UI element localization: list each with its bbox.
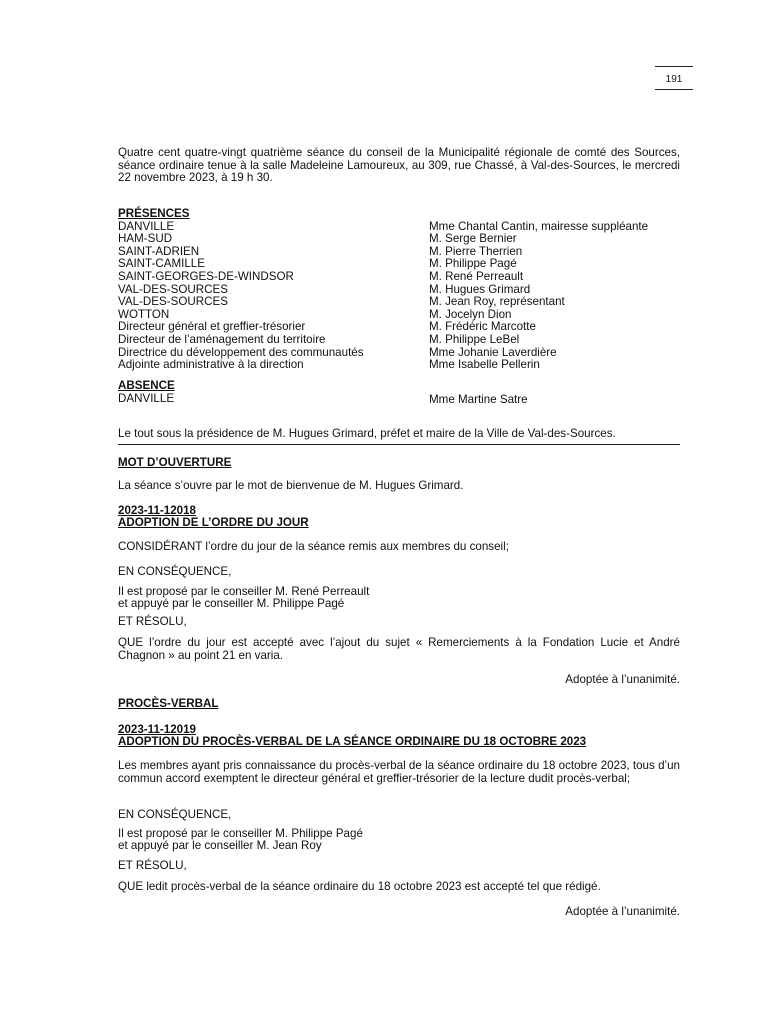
presences-heading: PRÉSENCES: [118, 207, 190, 220]
presences-section: [118, 208, 680, 372]
presence-role: Directeur de l’aménagement du territoire: [118, 332, 326, 346]
presidence-statement: Le tout sous la présidence de M. Hugues Grimard, préfet et maire de la Ville de Val-des-Sources.: [118, 428, 680, 445]
resolution-1-consequence: EN CONSÉQUENCE,: [118, 565, 232, 578]
absence-section: [118, 380, 680, 405]
proces-verbal-heading: PROCÈS-VERBAL: [118, 697, 219, 710]
resolution-2-adoptee: Adoptée à l’unanimité.: [565, 905, 680, 918]
presence-role: Directeur général et greffier-trésorier: [118, 320, 306, 334]
presence-role: Directrice du développement des communautés: [118, 345, 364, 359]
presence-member: M. Philippe LeBel: [429, 332, 520, 346]
absence-row: [118, 393, 680, 406]
resolution-2-appuye: et appuyé par le conseiller M. Jean Roy: [118, 839, 322, 852]
presence-role: Adjointe administrative à la direction: [118, 358, 304, 372]
resolution-1-appuye: et appuyé par le conseiller M. Philippe Pagé: [118, 597, 345, 610]
presence-role: WOTTON: [118, 307, 170, 321]
presence-role: SAINT-ADRIEN: [118, 244, 200, 258]
resolution-2-que: QUE ledit procès-verbal de la séance ordinaire du 18 octobre 2023 est accepté tel que rédigé.: [118, 880, 601, 893]
resolution-title-1: ADOPTION DE L’ORDRE DU JOUR: [118, 516, 309, 529]
resolution-1-adoptee: Adoptée à l’unanimité.: [565, 673, 680, 686]
presence-row: [118, 296, 680, 309]
absence-member: Mme Martine Satre: [429, 392, 528, 406]
presence-member: Mme Johanie Laverdière: [429, 345, 557, 359]
presence-row: [118, 233, 680, 246]
resolution-1-considerant: CONSIDÉRANT l’ordre du jour de la séance remis aux membres du conseil;: [118, 540, 509, 553]
presence-member: Mme Isabelle Pellerin: [429, 358, 540, 372]
presence-row: [118, 334, 680, 347]
page-number: 191: [655, 66, 693, 90]
resolution-2-consequence: EN CONSÉQUENCE,: [118, 808, 232, 821]
ouverture-text: La séance s’ouvre par le mot de bienvenue de M. Hugues Grimard.: [118, 479, 464, 492]
presence-row: [118, 271, 680, 284]
resolution-1-propose: Il est proposé par le conseiller M. René Perreault: [118, 585, 370, 598]
presence-member: M. René Perreault: [429, 269, 524, 283]
resolution-title-2: ADOPTION DU PROCÈS-VERBAL DE LA SÉANCE ORDINAIRE DU 18 OCTOBRE 2023: [118, 735, 587, 748]
resolution-2-resolu: ET RÉSOLU,: [118, 859, 187, 872]
presences-list: [118, 221, 680, 372]
presence-role: VAL-DES-SOURCES: [118, 282, 228, 296]
resolution-2-propose: Il est proposé par le conseiller M. Philippe Pagé: [118, 827, 363, 840]
presence-member: M. Hugues Grimard: [429, 282, 531, 296]
presence-member: M. Serge Bernier: [429, 232, 517, 246]
presence-member: M. Jean Roy, représentant: [429, 295, 565, 309]
intro-paragraph: Quatre cent quatre-vingt quatrième séance du conseil de la Municipalité régionale de comté des Sources, séance ordinaire tenue à la salle Madeleine Lamoureux, au 309, rue Chassé, à Val-des-Sources, le mercredi 22 novembre 2023, à 19 h 30.: [118, 146, 680, 185]
presence-row: [118, 359, 680, 372]
presence-member: M. Pierre Therrien: [429, 244, 523, 258]
resolution-1-que: QUE l’ordre du jour est accepté avec l’ajout du sujet « Remerciements à la Fondation Lucie et André Chagnon » au point 21 en varia.: [118, 636, 680, 662]
resolution-2-considerant: Les membres ayant pris connaissance du procès-verbal de la séance ordinaire du 18 octobre 2023, tous d’un commun accord exemptent le directeur général et greffier-trésorier de la lecture dudit procès-verbal;: [118, 759, 680, 785]
presence-row: [118, 221, 680, 234]
presence-member: M. Jocelyn Dion: [429, 307, 512, 321]
ouverture-heading: MOT D’OUVERTURE: [118, 456, 232, 469]
resolution-number-2: 2023-11-12019: [118, 723, 197, 736]
absence-heading: ABSENCE: [118, 379, 175, 392]
presence-role: HAM-SUD: [118, 232, 173, 246]
presence-role: SAINT-GEORGES-DE-WINDSOR: [118, 269, 294, 283]
presence-role: VAL-DES-SOURCES: [118, 295, 228, 309]
presence-member: Mme Chantal Cantin, mairesse suppléante: [429, 219, 649, 233]
presence-member: M. Frédéric Marcotte: [429, 320, 536, 334]
presence-member: M. Philippe Pagé: [429, 257, 517, 271]
presence-role: DANVILLE: [118, 219, 175, 233]
resolution-number-1: 2023-11-12018: [118, 504, 197, 517]
presence-role: SAINT-CAMILLE: [118, 257, 205, 271]
absence-municipality: DANVILLE: [118, 391, 175, 405]
resolution-1-resolu: ET RÉSOLU,: [118, 615, 187, 628]
